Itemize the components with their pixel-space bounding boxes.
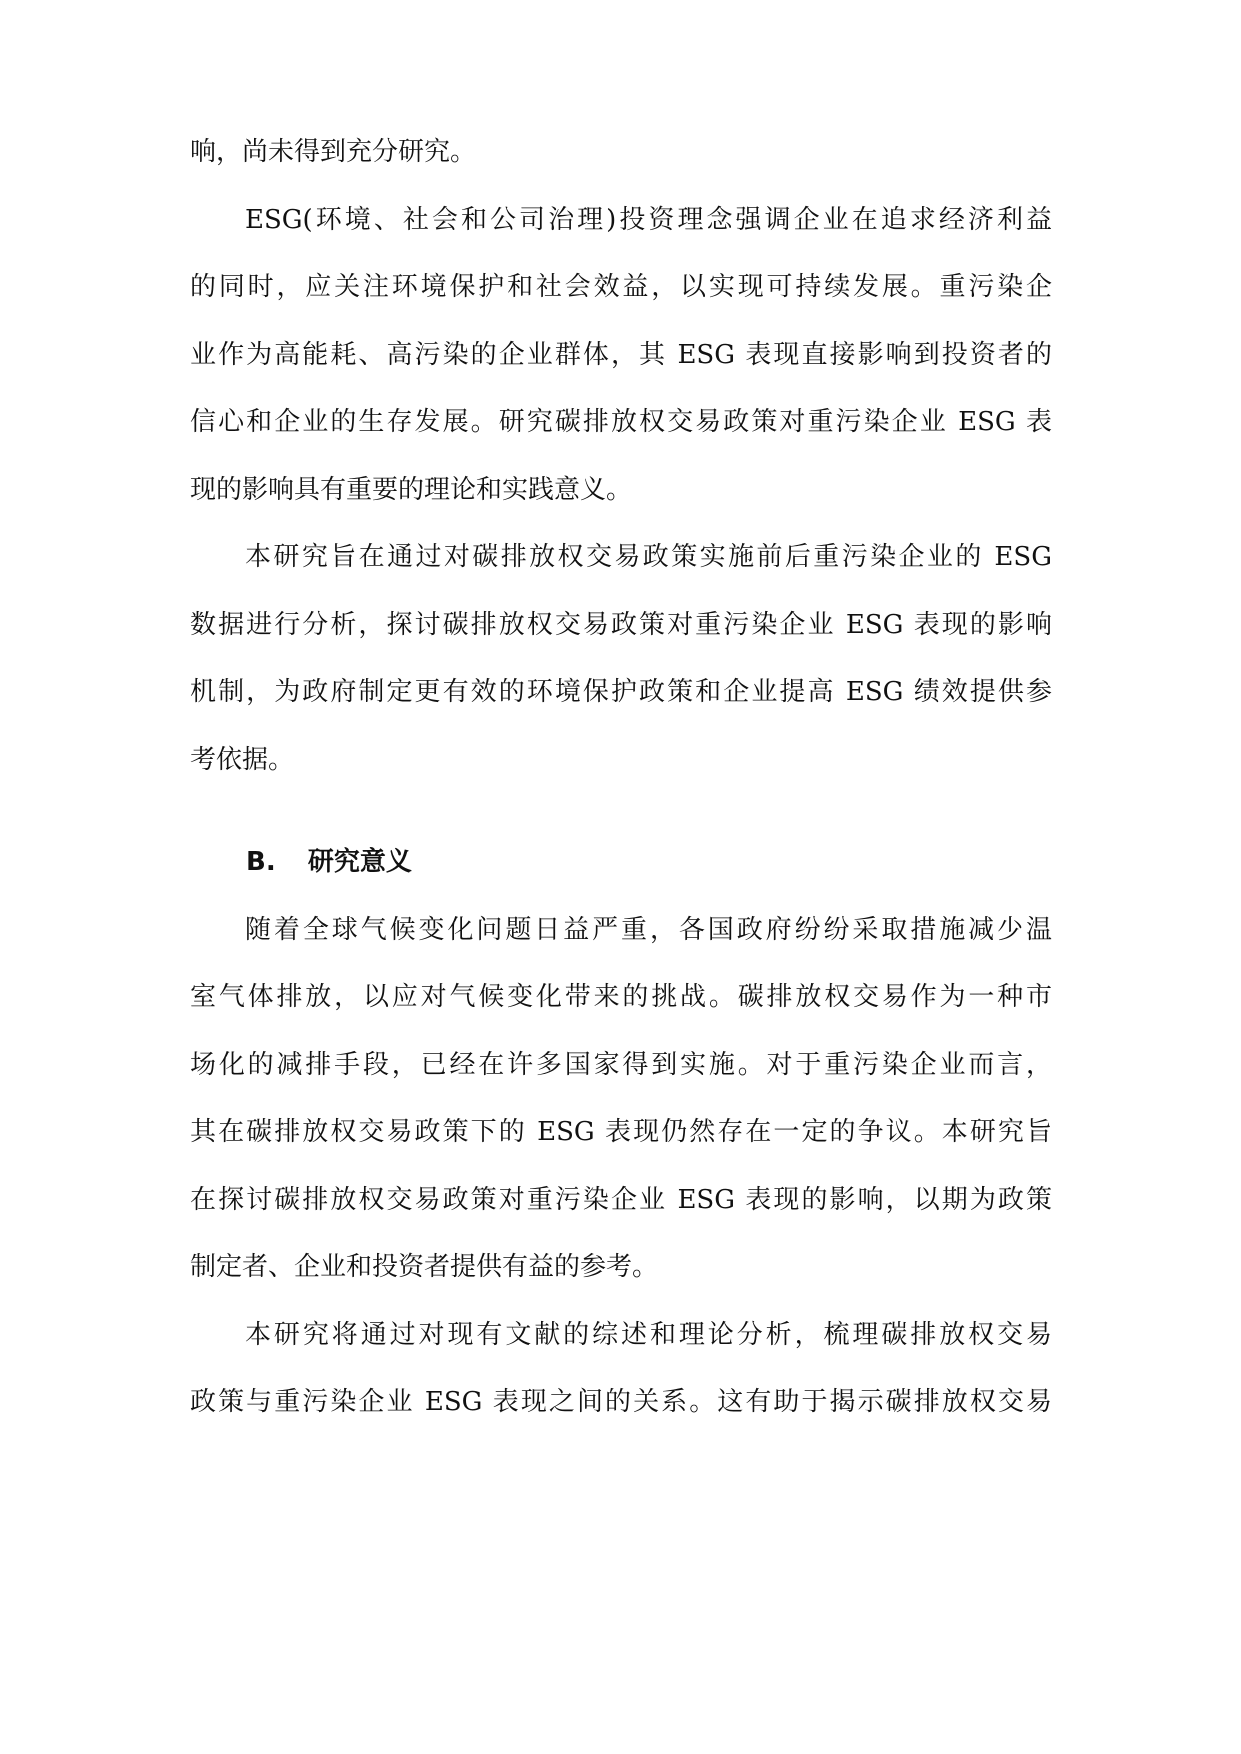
paragraph-line: 本研究旨在通过对碳排放权交易政策实施前后重污染企业的 ESG [245, 542, 1052, 572]
paragraph-line: 业作为高能耗、高污染的企业群体，其 ESG 表现直接影响到投资者的 [190, 340, 1052, 370]
paragraph-line: 其在碳排放权交易政策下的 ESG 表现仍然存在一定的争议。本研究旨 [190, 1117, 1052, 1147]
paragraph-line: 数据进行分析，探讨碳排放权交易政策对重污染企业 ESG 表现的影响 [190, 610, 1052, 640]
paragraph-line: 场化的减排手段，已经在许多国家得到实施。对于重污染企业而言， [190, 1050, 1052, 1080]
paragraph-line: 的同时，应关注环境保护和社会效益，以实现可持续发展。重污染企 [190, 272, 1052, 302]
paragraph-line: 室气体排放，以应对气候变化带来的挑战。碳排放权交易作为一种市 [190, 982, 1052, 1012]
paragraph-line: 随着全球气候变化问题日益严重，各国政府纷纷采取措施减少温 [245, 915, 1052, 945]
paragraph-line: 在探讨碳排放权交易政策对重污染企业 ESG 表现的影响，以期为政策 [190, 1185, 1052, 1215]
paragraph-line: 机制，为政府制定更有效的环境保护政策和企业提高 ESG 绩效提供参 [190, 677, 1052, 707]
paragraph-line: 信心和企业的生存发展。研究碳排放权交易政策对重污染企业 ESG 表 [190, 407, 1052, 437]
paragraph-line: 现的影响具有重要的理论和实践意义。 [190, 475, 633, 505]
paragraph-line: 考依据。 [190, 745, 295, 775]
section-heading [246, 842, 746, 882]
paragraph-line: 政策与重污染企业 ESG 表现之间的关系。这有助于揭示碳排放权交易 [190, 1387, 1052, 1417]
paragraph-line: ESG(环境、社会和公司治理)投资理念强调企业在追求经济利益 [245, 205, 1052, 235]
paragraph-line: 响，尚未得到充分研究。 [190, 137, 477, 167]
section-title: 研究意义 [307, 847, 412, 877]
paragraph-line: 本研究将通过对现有文献的综述和理论分析，梳理碳排放权交易 [245, 1320, 1052, 1350]
section-number: B. [246, 847, 276, 877]
paragraph-line: 制定者、企业和投资者提供有益的参考。 [190, 1252, 659, 1282]
